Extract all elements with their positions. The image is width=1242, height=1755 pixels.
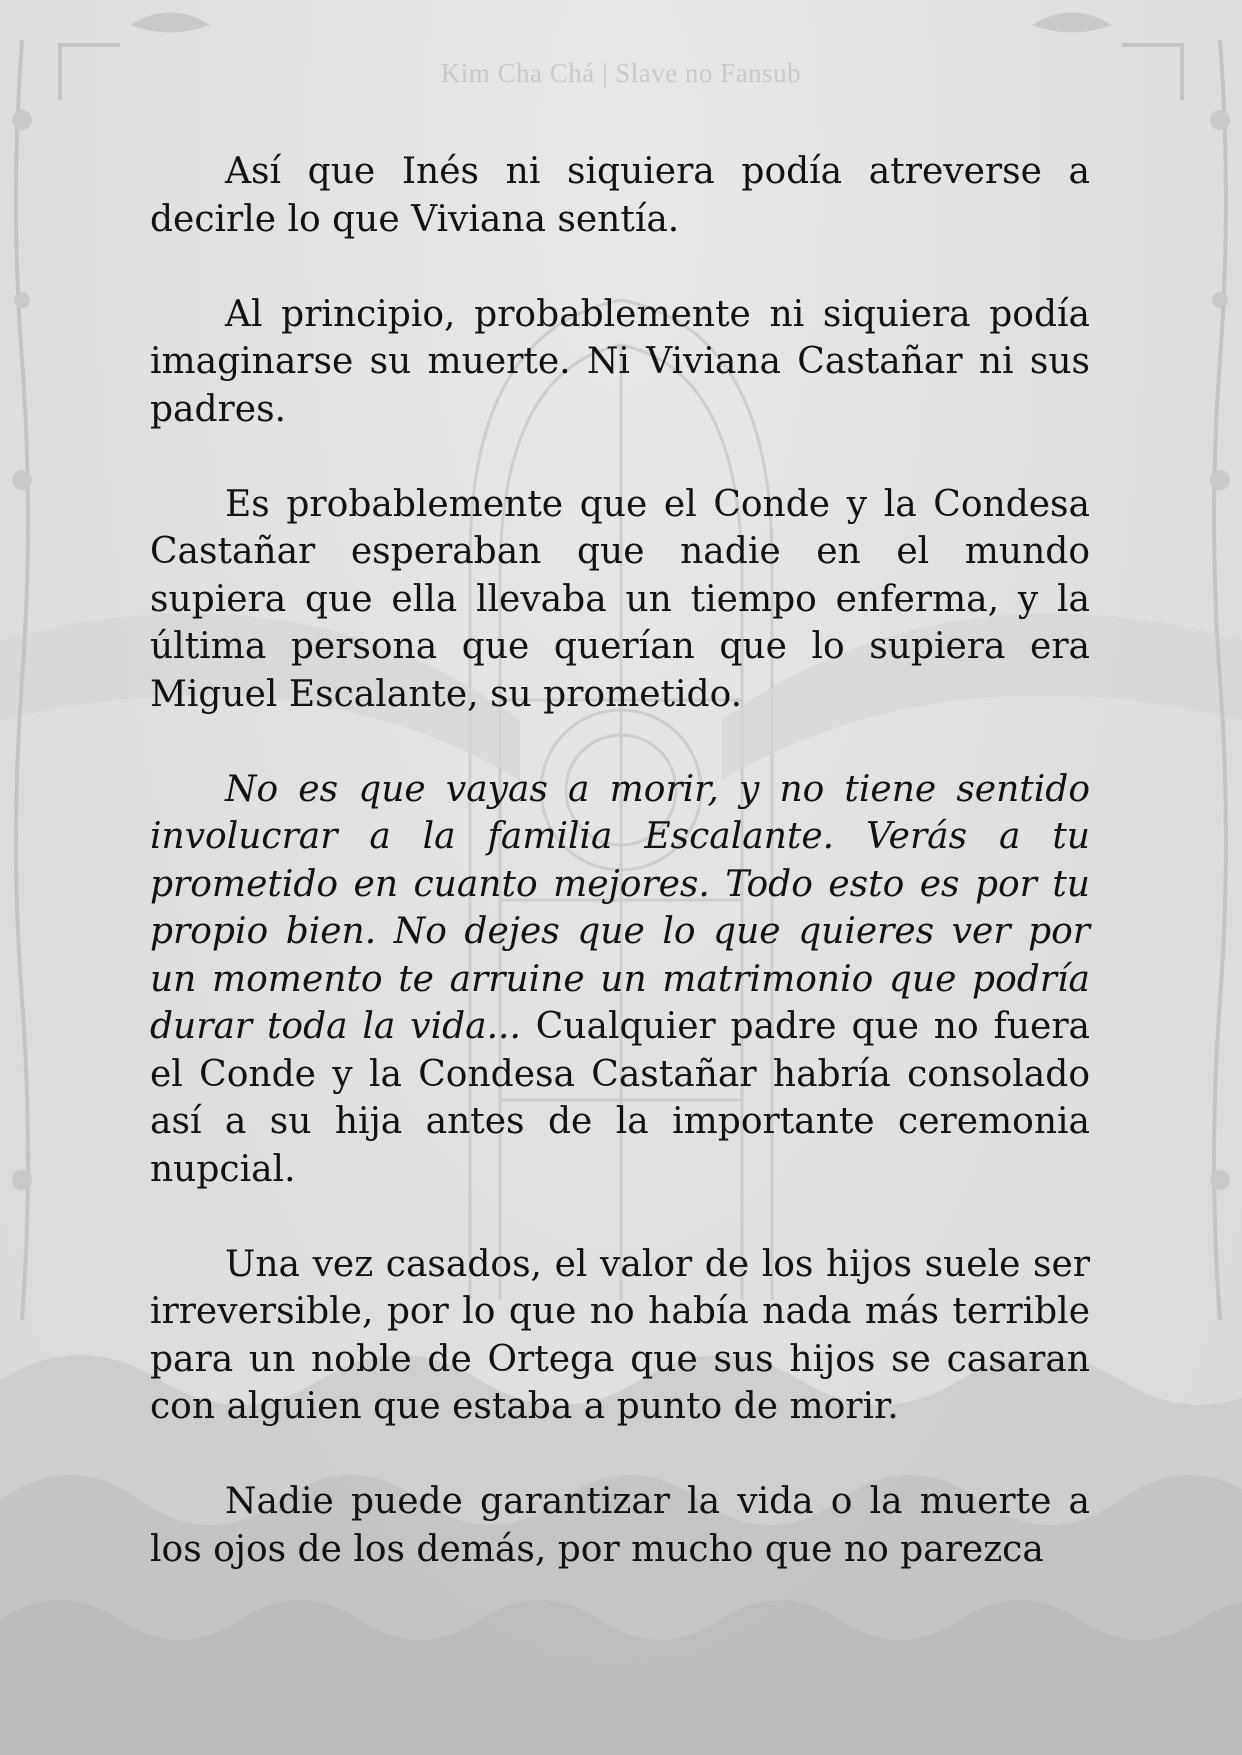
paragraph: Al principio, probablemente ni siquiera podía imaginarse su muerte. Ni Viviana Castañar ni sus padres.	[150, 293, 1090, 430]
paragraph-continuation: Cualquier padre que no fuera el Conde y la Condesa Castañar habría consolado así a su hija antes de la importante ceremonia nupcial.	[150, 1006, 1090, 1190]
paragraph: Es probablemente que el Conde y la Condesa Castañar esperaban que nadie en el mundo supiera que ella llevaba un tiempo enferma, y la última persona que querían que lo supiera era Miguel Escalante, su prometido.	[150, 483, 1090, 715]
paragraph: Nadie puede garantizar la vida o la muerte a los ojos de los demás, por mucho que no parezca	[150, 1481, 1090, 1570]
paragraph: Así que Inés ni siquiera podía atreverse a decirle lo que Viviana sentía.	[150, 151, 1090, 240]
paragraph: Una vez casados, el valor de los hijos suele ser irreversible, por lo que no había nada más terrible para un noble de Ortega que sus hijos se casaran con alguien que estaba a punto de morir.	[150, 1243, 1090, 1427]
italic-passage: No es que vayas a morir, y no tiene sentido involucrar a la familia Escalante. Verás a tu prometido en cuanto mejores. Todo esto es por tu propio bien. No dejes que lo que quieres ver por un momento te arruine un matrimonio que podría durar toda la vida...	[150, 768, 1090, 1047]
paragraph	[150, 766, 1090, 1194]
body-text	[150, 148, 1090, 1621]
watermark: Kim Cha Chá | Slave no Fansub	[440, 58, 802, 88]
